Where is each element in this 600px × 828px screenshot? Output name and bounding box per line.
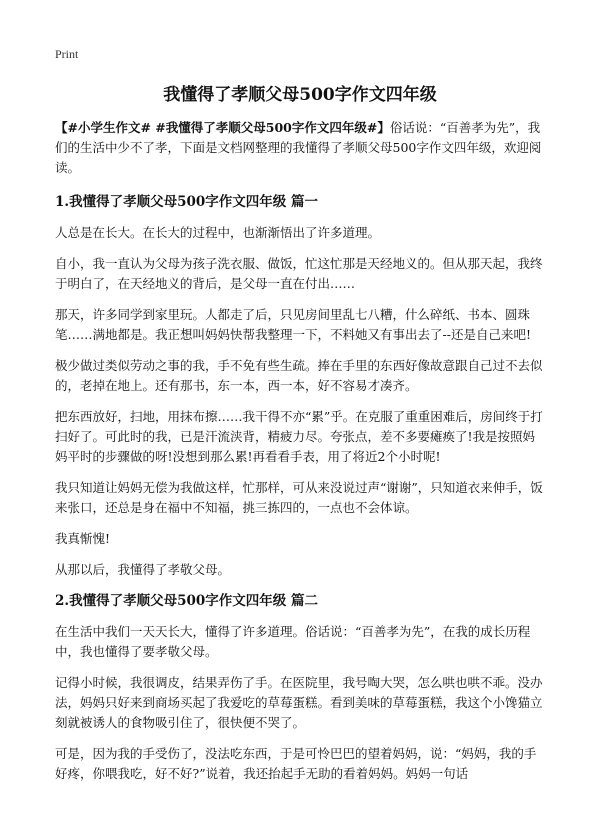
paragraph: 记得小时候，我很调皮，结果弄伤了手。在医院里，我号啕大哭，怎么哄也哄不乖。没办法，妈妈只好来到商场买起了我爱吃的草莓蛋糕。看到美味的草莓蛋糕，我这个小馋猫立刻就被诱人的食物吸引住了，很快便不哭了。 [55,675,543,730]
page-title: 我懂得了孝顺父母500字作文四年级 [163,85,437,105]
article-body [55,118,545,795]
intro-text: 俗话说：“百善孝为先”，我们的生活中少不了孝，下面是文档网整理的我懂得了孝顺父母500字作文四年级，欢迎阅读。 [55,120,542,175]
paragraph: 我真惭愧! [55,531,111,546]
section-heading-2: 2.我懂得了孝顺父母500字作文四年级 篇二 [55,593,318,609]
paragraph: 把东西放好，扫地，用抹布擦……我干得不亦“累”乎。在克服了重重困难后，房间终于打扫好了。可此时的我，已是汗流浃背，精疲力尽。夸张点，差不多要瘫痪了!我是按照妈妈平时的步骤做的呀!没想到那么累!再看看手表，用了将近2个小时呢! [55,409,543,464]
paragraph: 我只知道让妈妈无偿为我做这样，忙那样，可从来没说过声“谢谢”，只知道衣来伸手，饭来张口，还总是身在福中不知福，挑三拣四的，一点也不会体谅。 [55,480,543,515]
paragraph: 极少做过类似劳动之事的我，手不免有些生疏。捧在手里的东西好像故意跟自己过不去似的，老掉在地上。还有那书，东一本，西一本，好不容易才凑齐。 [55,358,543,393]
section-heading-1: 1.我懂得了孝顺父母500字作文四年级 篇一 [55,194,318,210]
print-link[interactable]: Print [55,47,79,61]
paragraph: 可是，因为我的手受伤了，没法吃东西，于是可怜巴巴的望着妈妈，说：“妈妈，我的手好疼，你喂我吃，好不好?”说着，我还抬起手无助的看着妈妈。妈妈一句话 [55,746,537,781]
paragraph: 自小，我一直认为父母为孩子洗衣服、做饭，忙这忙那是天经地义的。但从那天起，我终于明白了，在天经地义的背后，是父母一直在付出…… [55,256,543,291]
intro-paragraph [55,118,545,178]
paragraph: 从那以后，我懂得了孝敬父母。 [55,562,231,577]
paragraph: 那天，许多同学到家里玩。人都走了后，只见房间里乱七八糟，什么碎纸、书本、圆珠笔……满地都是。我正想叫妈妈快帮我整理一下，不料她又有事出去了--还是自己来吧! [55,307,531,342]
paragraph: 人总是在长大。在长大的过程中，也渐渐悟出了许多道理。 [55,225,381,240]
intro-tags: 【#小学生作文# #我懂得了孝顺父母500字作文四年级#】 [55,120,390,135]
paragraph: 在生活中我们一天天长大，懂得了许多道理。俗话说：“百善孝为先”，在我的成长历程中，我也懂得了要孝敬父母。 [55,624,531,659]
